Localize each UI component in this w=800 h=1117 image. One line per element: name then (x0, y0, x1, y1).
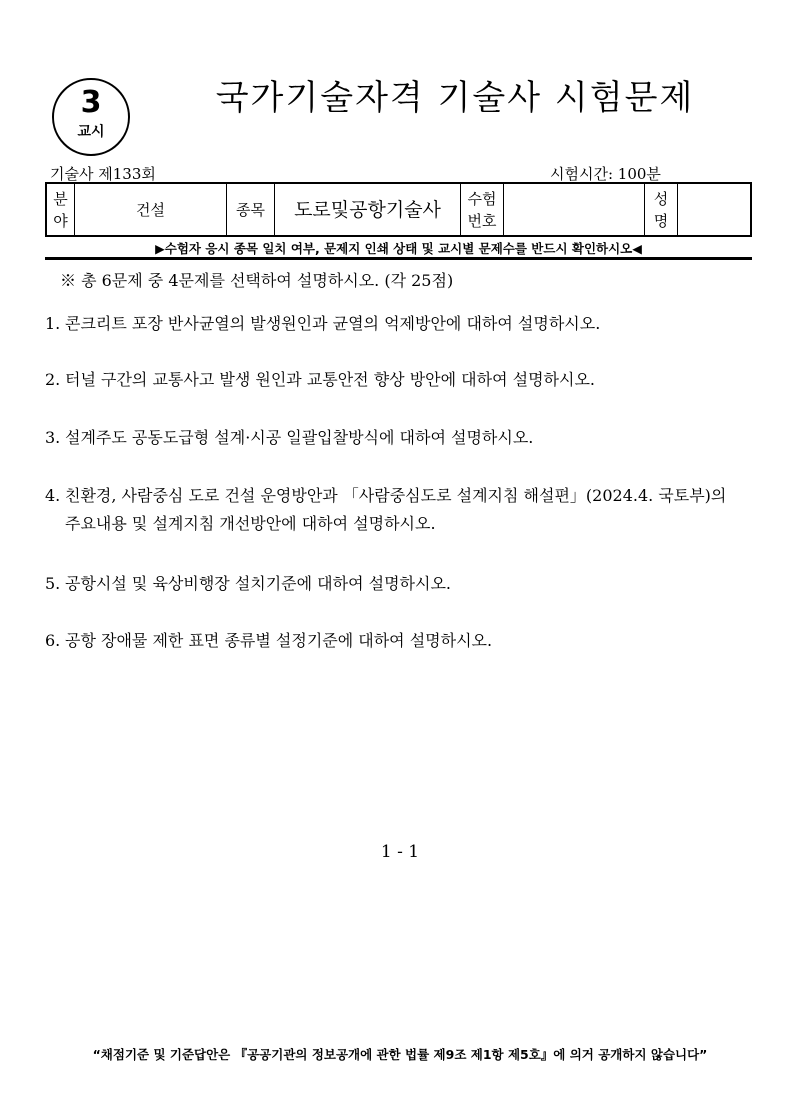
category-value: 도로및공항기술사 (294, 198, 441, 221)
question-text: 공항 장애물 제한 표면 종류별 설정기준에 대하여 설명하시오. (65, 631, 493, 650)
question-text: 공항시설 및 육상비행장 설치기준에 대하여 설명하시오. (65, 574, 452, 593)
name-label-cell (645, 184, 678, 235)
exam-round: 기술사 제133회 (50, 165, 156, 183)
question-number: 2. (45, 370, 61, 389)
category-value-cell (275, 184, 461, 235)
field-label: 분야 (53, 189, 68, 230)
question-item (45, 570, 765, 598)
exam-info-table (45, 182, 752, 237)
question-text: 설계주도 공동도급형 설계·시공 일괄입찰방식에 대하여 설명하시오. (65, 428, 534, 447)
question-text: 콘크리트 포장 반사균열의 발생원인과 균열의 억제방안에 대하여 설명하시오. (65, 314, 601, 333)
exam-number-label-cell (461, 184, 504, 235)
exam-number-label: 수험번호 (467, 189, 497, 230)
question-text: 터널 구간의 교통사고 발생 원인과 교통안전 향상 방안에 대하여 설명하시오. (65, 370, 595, 389)
question-number: 6. (45, 631, 61, 650)
question-item (45, 310, 765, 338)
question-item (45, 424, 765, 452)
page-title: 국가기술자격 기술사 시험문제 (215, 78, 695, 118)
field-value-cell (75, 184, 227, 235)
session-number: 3 (80, 85, 102, 120)
page-number: 1 - 1 (380, 842, 420, 862)
question-item (45, 627, 765, 655)
question-number: 4. (45, 486, 61, 505)
exam-time: 시험시간: 100분 (550, 165, 661, 183)
question-number: 3. (45, 428, 61, 447)
question-text: 친환경, 사람중심 도로 건설 운영방안과 「사람중심도로 설계지침 해설편」(2024.4. 국토부)의 주요내용 및 설계지침 개선방안에 대하여 설명하시오. (65, 486, 727, 533)
question-item (45, 482, 765, 538)
divider (45, 257, 752, 260)
notice-text: ▶수험자 응시 종목 일치 여부, 문제지 인쇄 상태 및 교시별 문제수를 반드시 확인하시오◀ (155, 241, 642, 256)
session-label: 교시 (77, 124, 105, 140)
instruction-text: ※ 총 6문제 중 4문제를 선택하여 설명하시오. (각 25점) (60, 271, 454, 290)
field-value: 건설 (136, 200, 165, 219)
name-label: 성명 (653, 189, 669, 230)
exam-number-field[interactable] (504, 184, 645, 235)
category-label: 종목 (236, 200, 265, 219)
field-label-cell (47, 184, 75, 235)
category-label-cell (227, 184, 275, 235)
question-item (45, 366, 765, 394)
footer-note: “채점기준 및 기준답안은 『공공기관의 정보공개에 관한 법률 제9조 제1항 제5호』에 의거 공개하지 않습니다” (92, 1047, 708, 1062)
name-field[interactable] (678, 184, 750, 235)
question-number: 1. (45, 314, 61, 333)
session-badge (52, 78, 130, 156)
question-number: 5. (45, 574, 61, 593)
